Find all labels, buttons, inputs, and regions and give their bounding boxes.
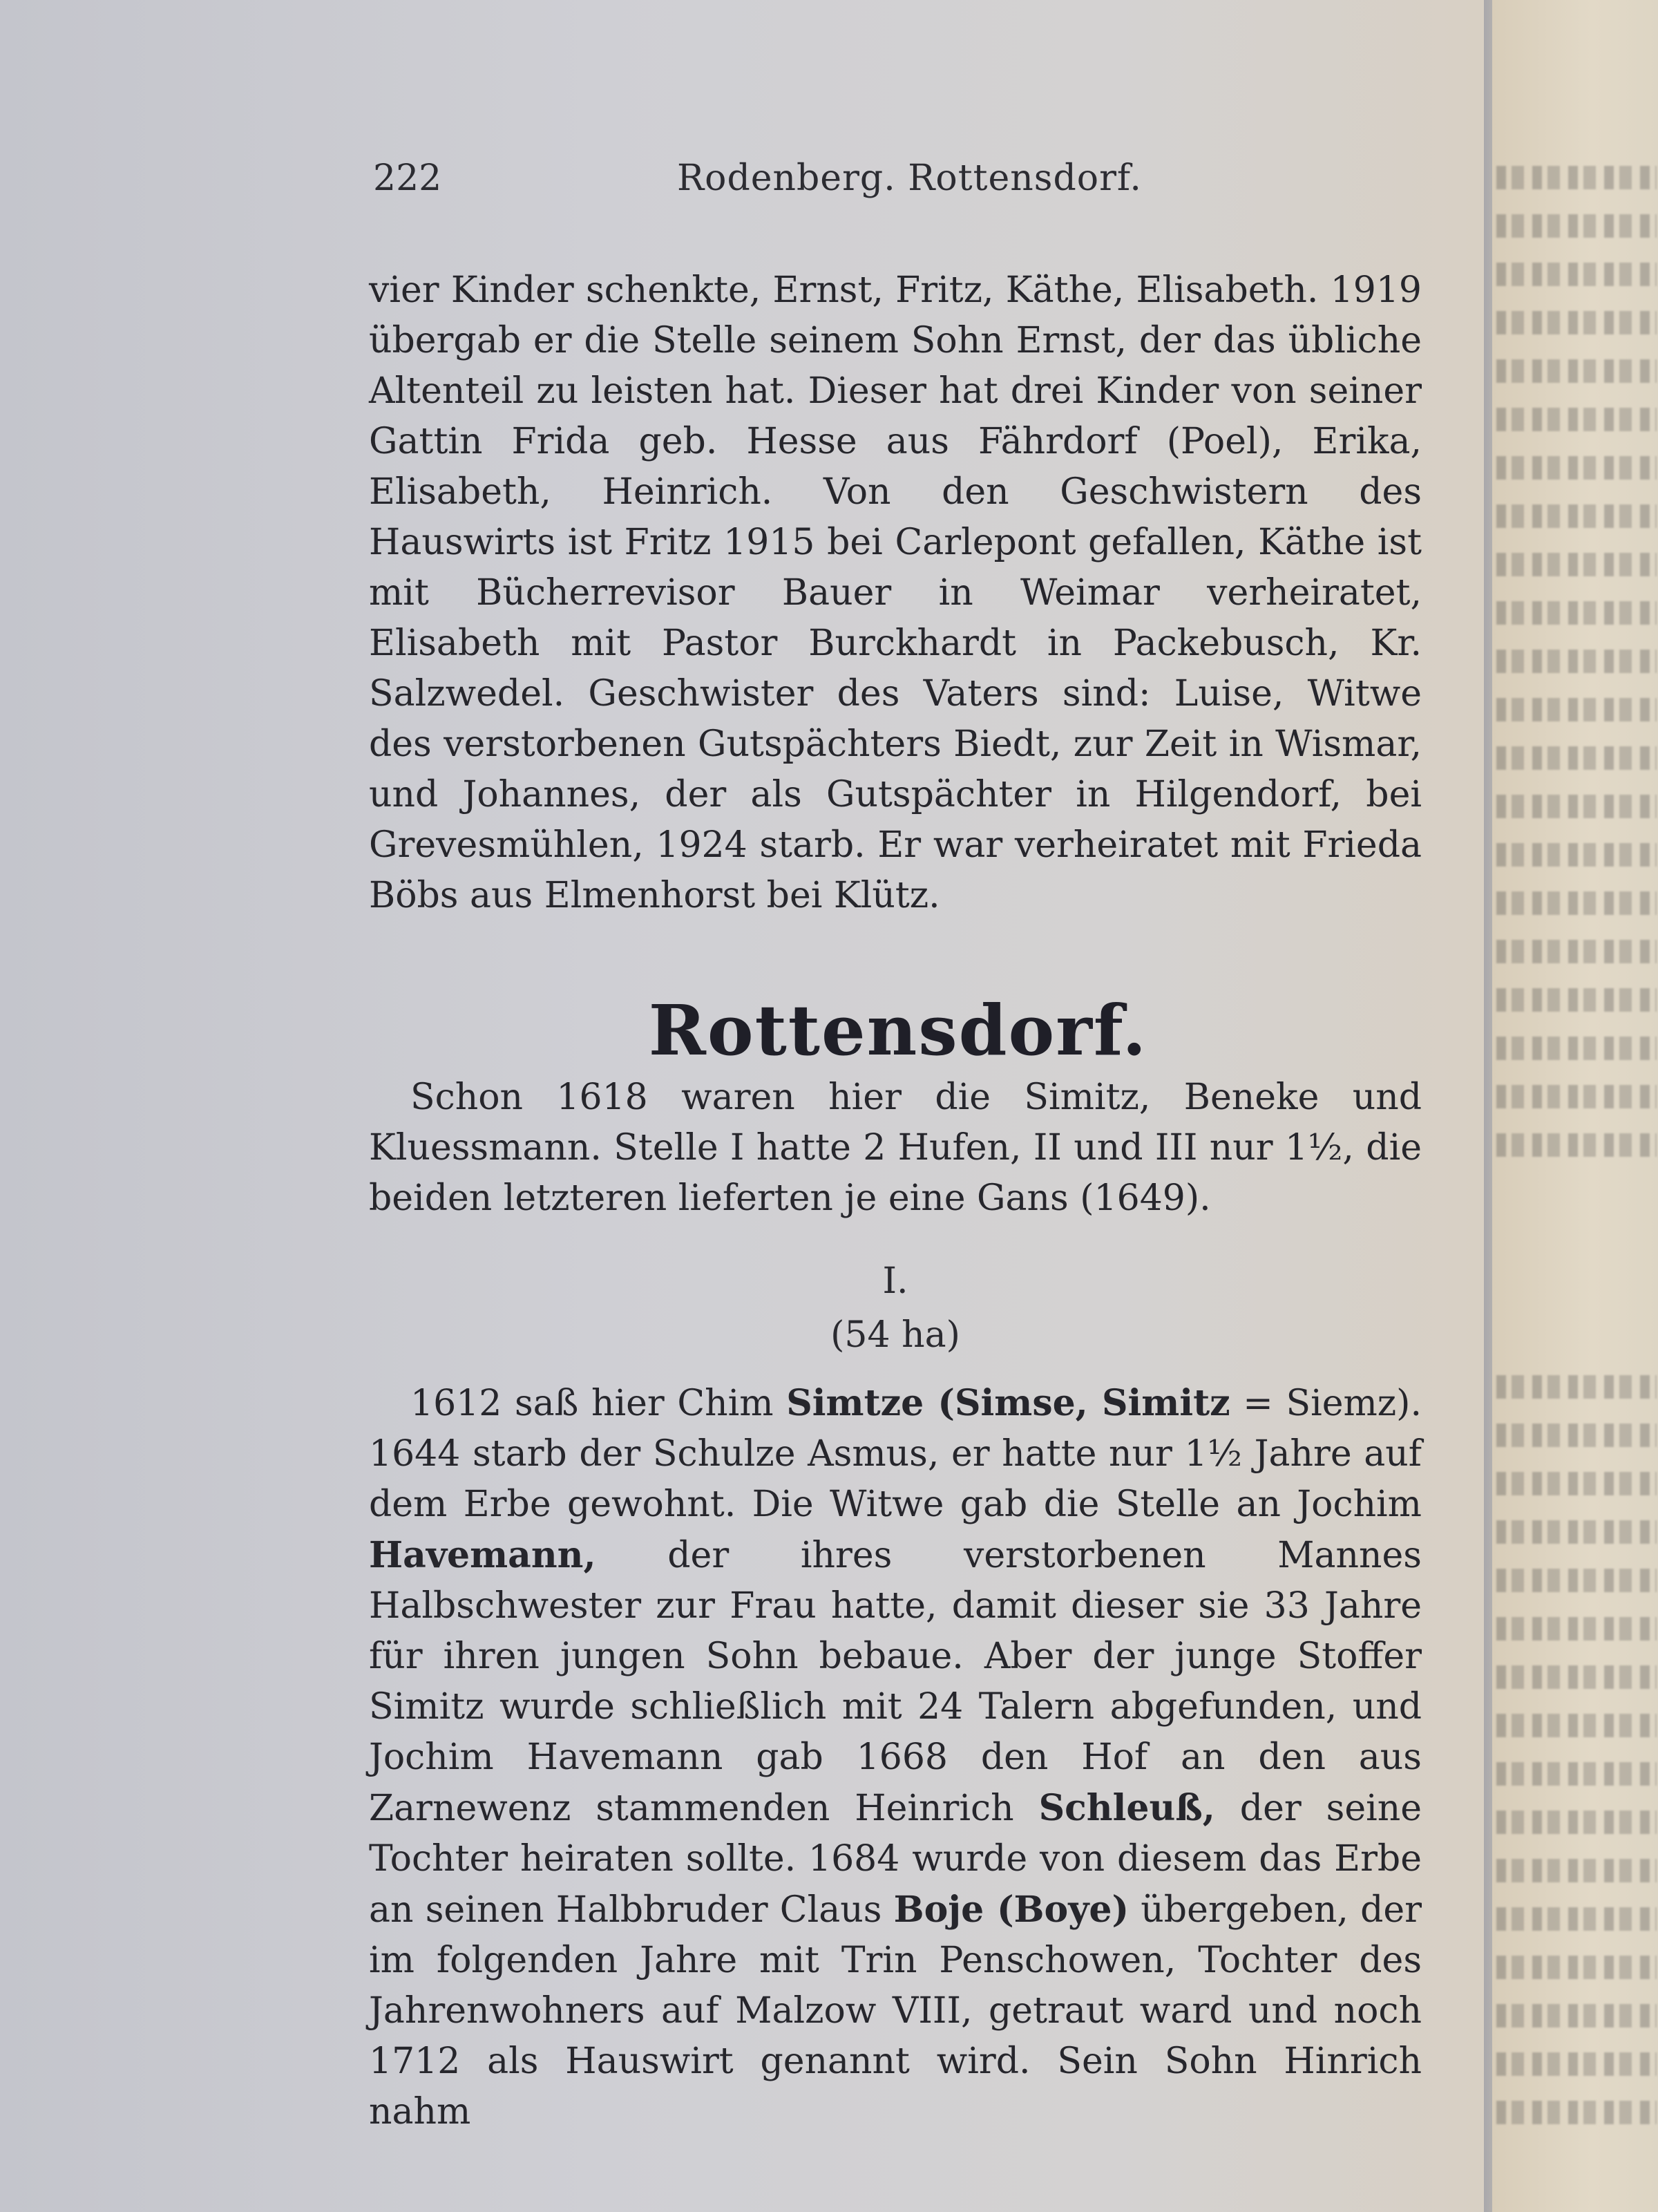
adjacent-page-edge bbox=[1492, 0, 1658, 2212]
family-name: Boje (Boye) bbox=[893, 1889, 1130, 1931]
body-paragraph-1 bbox=[369, 265, 1422, 921]
facing-page-text-line bbox=[1496, 214, 1657, 238]
facing-page-text-line bbox=[1496, 1956, 1657, 1979]
paragraph-text bbox=[369, 1378, 1422, 2137]
facing-page-text-line bbox=[1496, 843, 1657, 867]
facing-page-text-line bbox=[1496, 1907, 1657, 1931]
text-run: der ihres verstorbenen Mannes Halbschwester zur Frau hatte, damit dieser sie 33 Jahre für ihren jungen Sohn bebaue. Aber der junge Stoffer Simitz wurde schließlich mit 24 Talern abgefunden, und Jochim Havemann gab 1668 den Hof an den aus Zarnewenz stammenden Heinrich bbox=[369, 1535, 1422, 1829]
facing-page-text-line bbox=[1496, 698, 1657, 721]
facing-page-text-line bbox=[1496, 601, 1657, 625]
facing-page-text-line bbox=[1496, 1472, 1657, 1495]
facing-page-text-line bbox=[1496, 2052, 1657, 2076]
subsection-number: I. bbox=[882, 1260, 908, 1302]
facing-page-text-line bbox=[1496, 1617, 1657, 1641]
text-run: übergeben, der im folgenden Jahre mit Trin Penschowen, Tochter des Jahrenwohners auf Malzow VIII, getraut ward und noch 1712 als Hauswirt genannt wird. Sein Sohn Hinrich nahm bbox=[369, 1889, 1422, 2133]
facing-page-text-line bbox=[1496, 891, 1657, 915]
facing-page-text-line bbox=[1496, 2004, 1657, 2027]
facing-page-text-line bbox=[1496, 1714, 1657, 1737]
facing-page-text-line bbox=[1496, 746, 1657, 770]
paragraph-text: Schon 1618 waren hier die Simitz, Beneke und Kluessmann. Stelle I hatte 2 Hufen, II und III nur 1½, die beiden letzteren lieferten je eine Gans (1649). bbox=[369, 1077, 1422, 1219]
text-run: der seine Tochter heiraten sollte. 1684 wurde von diesem das Erbe an seinen Halbbruder Claus bbox=[369, 1788, 1422, 1931]
facing-page-text-line bbox=[1496, 263, 1657, 286]
section-title: Rottensdorf. bbox=[648, 990, 1148, 1071]
facing-page-text-line bbox=[1496, 1762, 1657, 1786]
running-head: Rodenberg. Rottensdorf. bbox=[677, 158, 1142, 199]
facing-page-text-line bbox=[1496, 408, 1657, 431]
facing-page-text-line bbox=[1496, 1037, 1657, 1060]
subsection-area: (54 ha) bbox=[830, 1314, 960, 1356]
family-name: Havemann, bbox=[369, 1534, 596, 1576]
body-paragraph-3 bbox=[369, 1378, 1422, 2137]
facing-page-text-line bbox=[1496, 795, 1657, 818]
family-name: Simtze (Simse, Simitz bbox=[786, 1382, 1230, 1424]
paragraph-text: vier Kinder schenkte, Ernst, Fritz, Käthe, Elisabeth. 1919 übergab er die Stelle seinem Sohn Ernst, der das übliche Altenteil zu leisten hat. Dieser hat drei Kinder von seiner Gattin Frida geb. Hesse aus Fährdorf (Poel), Erika, Elisabeth, Heinrich. Von den Geschwistern des Hauswirts ist Fritz 1915 bei Carlepont gefallen, Käthe ist mit Bücherrevisor Bauer in Weimar verheiratet, Elisabeth mit Pastor Burckhardt in Packebusch, Kr. Salzwedel. Geschwister des Vaters sind: Luise, Witwe des verstorbenen Gutspächters Biedt, zur Zeit in Wismar, und Johannes, der als Gutspächter in Hilgendorf, bei Grevesmühlen, 1924 starb. Er war verheiratet mit Frieda Böbs aus Elmenhorst bei Klütz. bbox=[369, 270, 1422, 916]
facing-page-text-line bbox=[1496, 504, 1657, 528]
facing-page-text-line bbox=[1496, 988, 1657, 1012]
facing-page-text-line bbox=[1496, 166, 1657, 189]
facing-page-text-line bbox=[1496, 1569, 1657, 1592]
family-name: Schleuß, bbox=[1038, 1787, 1215, 1829]
text-run: = Siemz). 1644 starb der Schulze Asmus, er hatte nur 1½ Jahre auf dem Erbe gewohnt. Die Witwe gab die Stelle an Jochim bbox=[369, 1383, 1422, 1525]
facing-page-text-line bbox=[1496, 940, 1657, 963]
facing-page-text-line bbox=[1496, 456, 1657, 480]
facing-page-text-line bbox=[1496, 311, 1657, 334]
facing-page-text-line bbox=[1496, 650, 1657, 673]
facing-page-text-line bbox=[1496, 2101, 1657, 2124]
facing-page-text-line bbox=[1496, 359, 1657, 383]
page-header bbox=[373, 158, 1423, 206]
facing-page-text-line bbox=[1496, 1375, 1657, 1399]
text-run: 1612 saß hier Chim bbox=[410, 1383, 787, 1424]
facing-page-text-line bbox=[1496, 553, 1657, 576]
facing-page-text-line bbox=[1496, 1085, 1657, 1108]
body-paragraph-2 bbox=[369, 1072, 1422, 1224]
facing-page-text-line bbox=[1496, 1133, 1657, 1157]
page-number: 222 bbox=[373, 158, 442, 199]
facing-page-text-line bbox=[1496, 1811, 1657, 1834]
facing-page-text-line bbox=[1496, 1424, 1657, 1447]
facing-page-text-line bbox=[1496, 1520, 1657, 1544]
facing-page-text-line bbox=[1496, 1665, 1657, 1689]
facing-page-text-line bbox=[1496, 1859, 1657, 1882]
